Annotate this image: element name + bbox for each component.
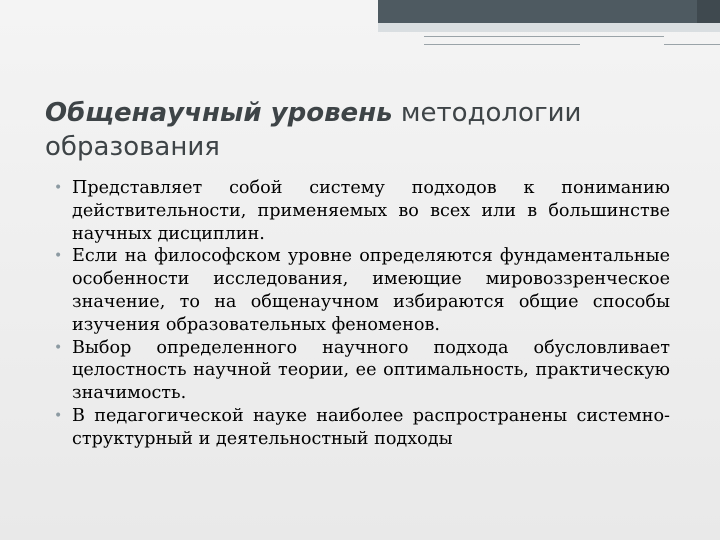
slide-title <box>45 96 685 164</box>
bullet-text: Выбор определенного научного подхода обусловливает целостность научной теории, ее оптимальность, практическую значимость. <box>72 337 670 404</box>
bullet-marker-icon: • <box>54 248 63 265</box>
bullet-list <box>54 177 670 451</box>
bullet-text: Представляет собой систему подходов к пониманию действительности, применяемых во всех или в большинстве научных дисциплин. <box>72 178 670 244</box>
bullet-item <box>54 405 670 451</box>
bullet-marker-icon: • <box>54 339 63 356</box>
header-band-light <box>378 23 720 32</box>
bullet-item <box>54 177 670 245</box>
slide-title-emphasis: Общенаучный уровень <box>45 98 393 128</box>
header-band-corner <box>697 0 720 23</box>
bullet-marker-icon: • <box>54 180 63 196</box>
bullet-text: Если на философском уровне определяются фундаментальные особенности исследования, имеющие мировоззренческое значение, то на общенаучном избираются общие способы изучения образовательных феноменов. <box>72 246 670 335</box>
header-rule-right <box>664 44 720 45</box>
header-rule-short <box>424 44 580 45</box>
header-rule <box>424 36 664 37</box>
bullet-marker-icon: • <box>54 407 63 424</box>
header-band-dark <box>378 0 720 23</box>
bullet-item <box>54 245 670 336</box>
bullet-item <box>54 337 670 405</box>
slide-title-rest: методологии образования <box>45 98 582 162</box>
bullet-text: В педагогической науке наиболее распространены системно-структурный и деятельностный подходы <box>72 405 670 449</box>
